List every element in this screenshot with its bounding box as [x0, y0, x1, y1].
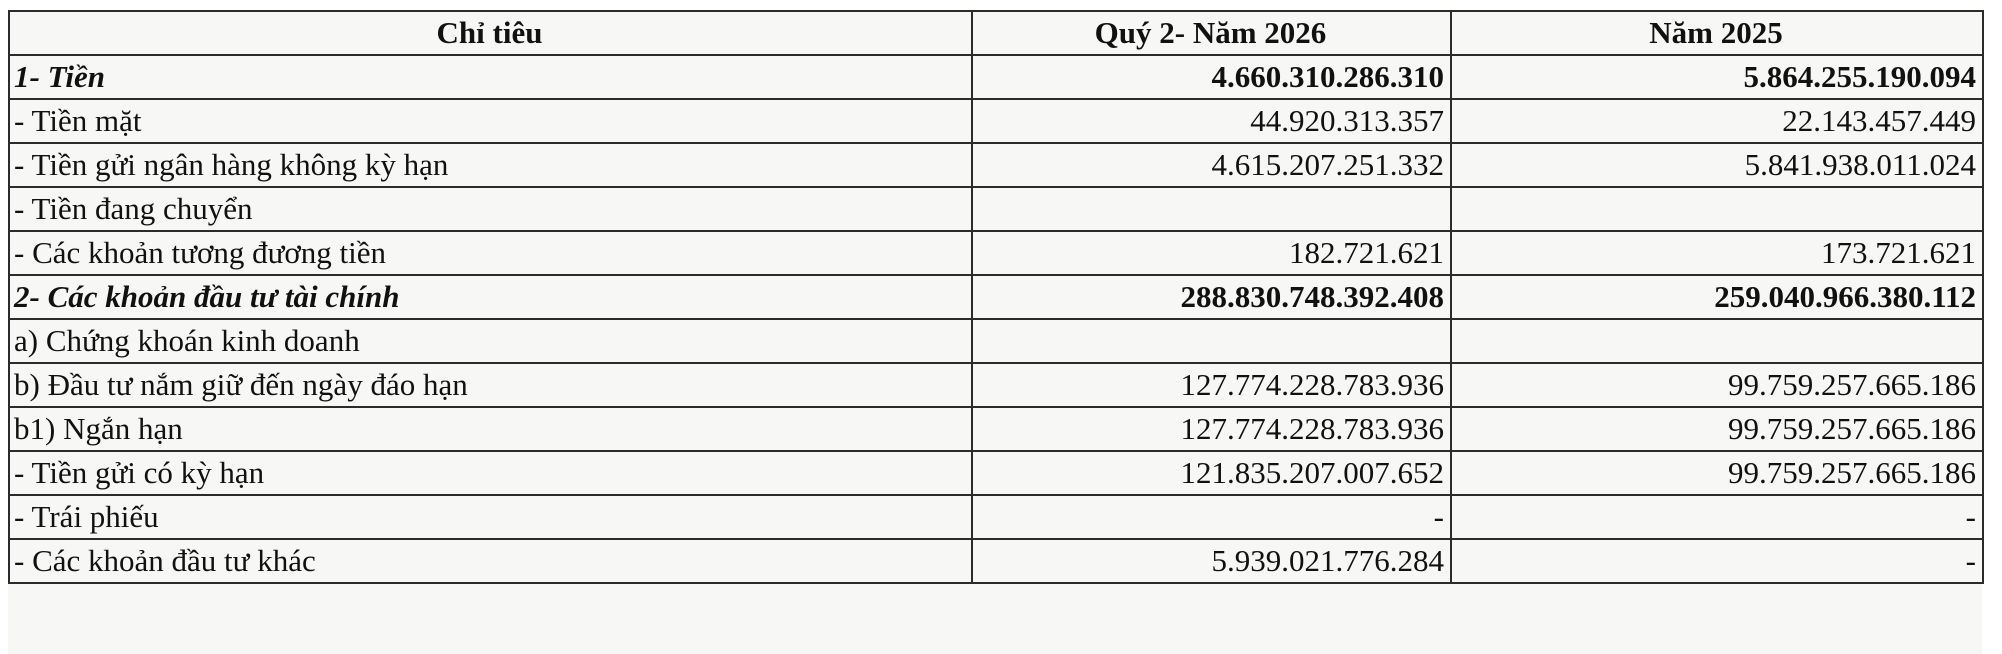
row-value-q2-2026 [972, 319, 1451, 363]
row-label: - Tiền gửi ngân hàng không kỳ hạn [9, 143, 972, 187]
row-value-2025: 99.759.257.665.186 [1451, 451, 1983, 495]
row-value-2025: 5.841.938.011.024 [1451, 143, 1983, 187]
header-year-2025: Năm 2025 [1451, 11, 1983, 55]
row-value-q2-2026: 4.660.310.286.310 [972, 55, 1451, 99]
table-row [9, 451, 1983, 495]
row-value-q2-2026: 4.615.207.251.332 [972, 143, 1451, 187]
row-value-2025: 99.759.257.665.186 [1451, 407, 1983, 451]
table-row [9, 231, 1983, 275]
row-value-q2-2026: 127.774.228.783.936 [972, 407, 1451, 451]
row-label: - Tiền gửi có kỳ hạn [9, 451, 972, 495]
table-row [9, 99, 1983, 143]
row-label: a) Chứng khoán kinh doanh [9, 319, 972, 363]
table-row [9, 539, 1983, 583]
row-value-2025: 259.040.966.380.112 [1451, 275, 1983, 319]
table-row [9, 363, 1983, 407]
row-value-q2-2026: 121.835.207.007.652 [972, 451, 1451, 495]
row-value-2025 [1451, 319, 1983, 363]
row-value-2025: 173.721.621 [1451, 231, 1983, 275]
row-label: - Tiền đang chuyển [9, 187, 972, 231]
row-value-q2-2026 [972, 187, 1451, 231]
row-label: - Trái phiếu [9, 495, 972, 539]
row-value-q2-2026: 182.721.621 [972, 231, 1451, 275]
header-q2-2026: Quý 2- Năm 2026 [972, 11, 1451, 55]
row-value-2025: 5.864.255.190.094 [1451, 55, 1983, 99]
row-label: - Các khoản đầu tư khác [9, 539, 972, 583]
row-label: 1- Tiền [9, 55, 972, 99]
row-label: - Tiền mặt [9, 99, 972, 143]
table-row [9, 187, 1983, 231]
table-row [9, 319, 1983, 363]
row-value-2025: - [1451, 539, 1983, 583]
row-label: b1) Ngắn hạn [9, 407, 972, 451]
row-value-2025: - [1451, 495, 1983, 539]
table-header-row [9, 11, 1983, 55]
row-label: b) Đầu tư nắm giữ đến ngày đáo hạn [9, 363, 972, 407]
table-row [9, 55, 1983, 99]
table-row [9, 495, 1983, 539]
table-row [9, 275, 1983, 319]
table-row [9, 143, 1983, 187]
financial-table [8, 10, 1984, 584]
row-label: - Các khoản tương đương tiền [9, 231, 972, 275]
row-value-q2-2026: - [972, 495, 1451, 539]
table-row [9, 407, 1983, 451]
row-value-2025: 99.759.257.665.186 [1451, 363, 1983, 407]
row-value-q2-2026: 288.830.748.392.408 [972, 275, 1451, 319]
header-indicator: Chỉ tiêu [9, 11, 972, 55]
row-label: 2- Các khoản đầu tư tài chính [9, 275, 972, 319]
row-value-2025: 22.143.457.449 [1451, 99, 1983, 143]
row-value-2025 [1451, 187, 1983, 231]
row-value-q2-2026: 127.774.228.783.936 [972, 363, 1451, 407]
row-value-q2-2026: 44.920.313.357 [972, 99, 1451, 143]
document-page [8, 10, 1982, 654]
row-value-q2-2026: 5.939.021.776.284 [972, 539, 1451, 583]
